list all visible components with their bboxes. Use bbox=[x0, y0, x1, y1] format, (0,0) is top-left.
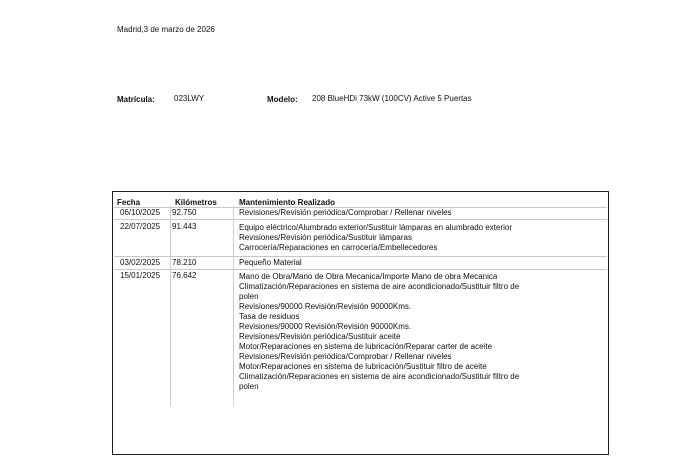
row-4-maintenance bbox=[239, 272, 519, 392]
row-2-fecha: 22/07/2025 bbox=[120, 222, 161, 231]
row-3-maintenance bbox=[239, 258, 302, 268]
maintenance-item: Revisiones/Revisión periódica/Comprobar / Rellenar niveles bbox=[239, 352, 452, 361]
maintenance-item: polen bbox=[239, 292, 259, 301]
row-3-km: 78.210 bbox=[172, 258, 197, 267]
matricula-label: Matrícula: bbox=[117, 95, 155, 104]
row-3-fecha: 03/02/2025 bbox=[120, 258, 161, 267]
maintenance-table bbox=[112, 191, 609, 455]
maintenance-item: polen bbox=[239, 382, 259, 391]
header-fecha: Fecha bbox=[117, 198, 141, 207]
maintenance-item: Revisiones/Revisión periódica/Comprobar / Rellenar niveles bbox=[239, 208, 452, 217]
maintenance-item: Pequeño Material bbox=[239, 258, 302, 267]
maintenance-item: Revisiones/Revisión periódica/Sustituir aceite bbox=[239, 332, 401, 341]
maintenance-item: Revisiones/Revisión periódica/Sustituir lámparas bbox=[239, 233, 412, 242]
row-1-fecha: 06/10/2025 bbox=[120, 208, 161, 217]
row-1-maintenance bbox=[239, 208, 452, 218]
place-date: Madrid,3 de marzo de 2026 bbox=[117, 25, 215, 34]
maintenance-item: Carrocería/Reparaciones en carrocería/Embellecedores bbox=[239, 243, 438, 252]
modelo-label: Modelo: bbox=[267, 95, 298, 104]
header-mantenimiento: Mantenimiento Realizado bbox=[239, 198, 336, 207]
row-4-fecha: 15/01/2025 bbox=[120, 271, 161, 280]
maintenance-item: Revisiones/90000 Revisión/Revisión 90000Kms. bbox=[239, 302, 412, 311]
row-divider bbox=[114, 256, 607, 257]
row-2-km: 91.443 bbox=[172, 222, 197, 231]
maintenance-item: Equipo eléctrico/Alumbrado exterior/Sustituir lámparas en alumbrado exterior bbox=[239, 223, 513, 232]
maintenance-item: Climatización/Reparaciones en sistema de aire acondicionado/Sustituir filtro de bbox=[239, 282, 520, 291]
row-2-maintenance bbox=[239, 223, 512, 253]
column-divider bbox=[233, 206, 234, 406]
maintenance-item: Revisiones/90000 Revisión/Revisión 90000Kms. bbox=[239, 322, 412, 331]
row-4-km: 76.642 bbox=[172, 271, 197, 280]
modelo-value: 208 BlueHDi 73kW (100CV) Active 5 Puertas bbox=[312, 94, 472, 103]
maintenance-item: Mano de Obra/Mano de Obra Mecanica/Importe Mano de obra Mecanica bbox=[239, 272, 498, 281]
maintenance-item: Tasa de residuos bbox=[239, 312, 300, 321]
row-divider bbox=[114, 269, 607, 270]
maintenance-item: Climatización/Reparaciones en sistema de aire acondicionado/Sustituir filtro de bbox=[239, 372, 520, 381]
matricula-value: 023LWY bbox=[174, 94, 205, 103]
row-divider bbox=[114, 219, 607, 220]
maintenance-item: Motor/Reparaciones en sistema de lubricación/Reparar carter de aceite bbox=[239, 342, 493, 351]
row-1-km: 92.750 bbox=[172, 208, 197, 217]
maintenance-item: Motor/Reparaciones en sistema de lubricación/Sustituir filtro de aceite bbox=[239, 362, 487, 371]
column-divider bbox=[170, 206, 171, 406]
header-kilometros: Kilómetros bbox=[175, 198, 217, 207]
cut-off-header-text bbox=[205, 0, 505, 2]
